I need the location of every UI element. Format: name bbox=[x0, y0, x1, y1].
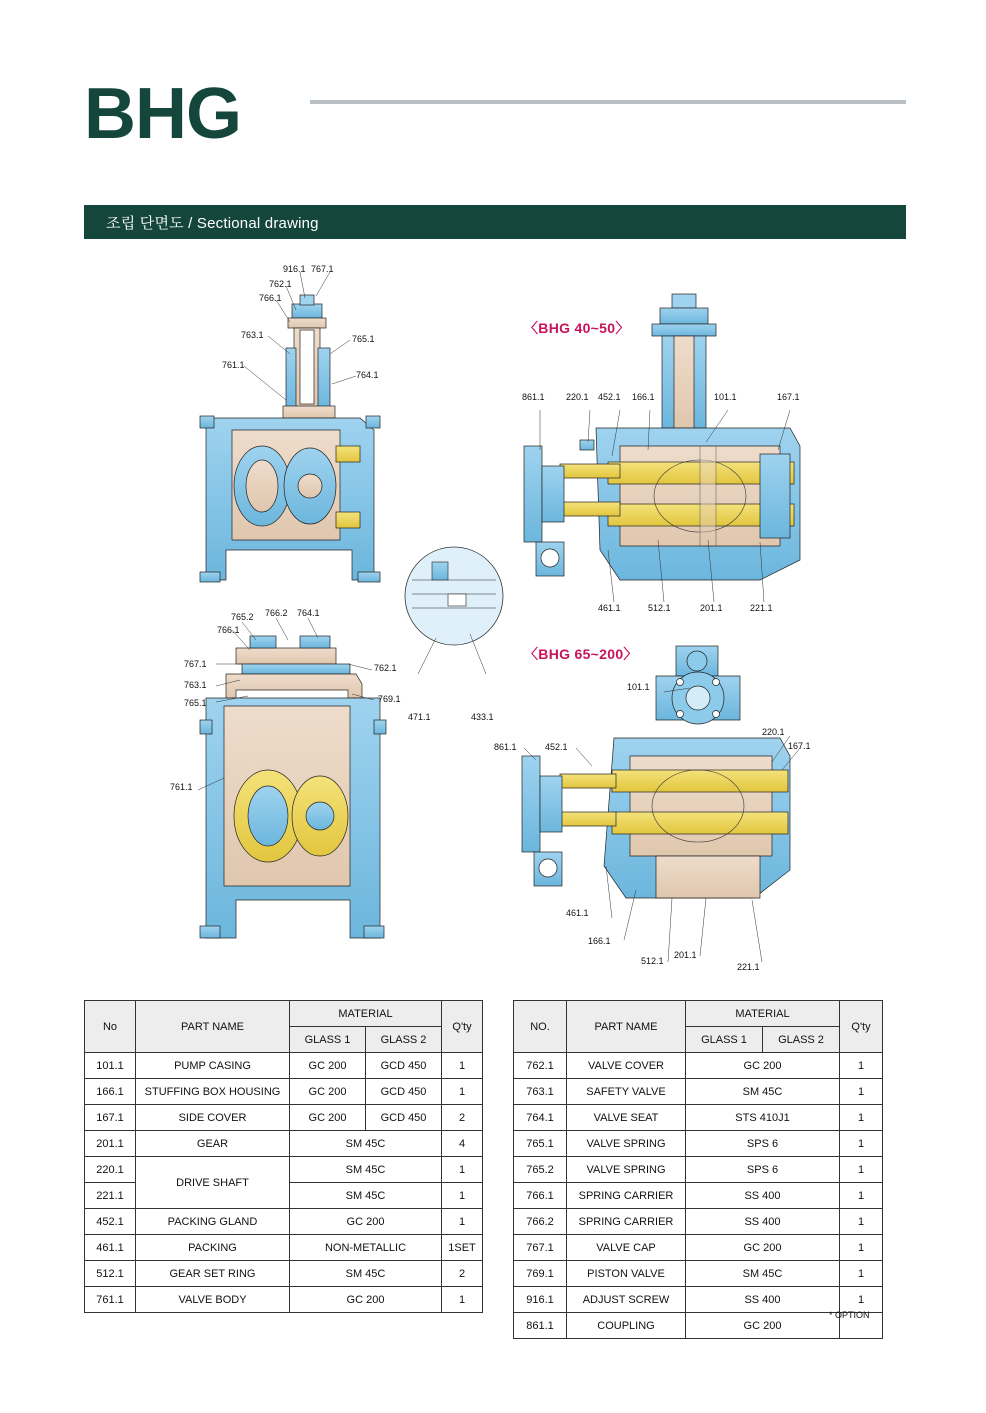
cell-material: SM 45C bbox=[290, 1183, 442, 1209]
cell-part-name: DRIVE SHAFT bbox=[136, 1157, 290, 1209]
section-header-bar bbox=[84, 205, 906, 239]
table-row bbox=[514, 1287, 883, 1313]
cell-qty: 1 bbox=[840, 1079, 883, 1105]
table-row bbox=[514, 1235, 883, 1261]
cell-glass1: GC 200 bbox=[290, 1079, 366, 1105]
cell-part-name: VALVE SPRING bbox=[567, 1157, 686, 1183]
callout-861-1-bottom: 861.1 bbox=[494, 742, 517, 752]
callout-220-1-bottom: 220.1 bbox=[762, 727, 785, 737]
callout-766-2: 766.2 bbox=[265, 608, 288, 618]
cell-no: 766.2 bbox=[514, 1209, 567, 1235]
cell-material: GC 200 bbox=[686, 1053, 840, 1079]
cell-qty: 4 bbox=[442, 1131, 483, 1157]
th-glass2-left: GLASS 2 bbox=[366, 1027, 442, 1053]
table-row bbox=[85, 1105, 483, 1131]
th-part-name-right: PART NAME bbox=[567, 1001, 686, 1053]
cell-part-name: PACKING bbox=[136, 1235, 290, 1261]
cell-part-name: PACKING GLAND bbox=[136, 1209, 290, 1235]
th-glass2-right: GLASS 2 bbox=[763, 1027, 840, 1053]
callout-452-1-bottom: 452.1 bbox=[545, 742, 568, 752]
table-row bbox=[85, 1053, 483, 1079]
cell-part-name: SPRING CARRIER bbox=[567, 1209, 686, 1235]
callout-765-1: 765.1 bbox=[352, 334, 375, 344]
cell-part-name: VALVE SEAT bbox=[567, 1105, 686, 1131]
callout-761-1-bottom: 761.1 bbox=[170, 782, 193, 792]
table-row bbox=[514, 1157, 883, 1183]
cell-glass2: GCD 450 bbox=[366, 1079, 442, 1105]
cell-material: NON-METALLIC bbox=[290, 1235, 442, 1261]
cell-no: 452.1 bbox=[85, 1209, 136, 1235]
caption-bhg-65-200: 〈BHG 65~200〉 bbox=[524, 646, 638, 662]
cell-no: 763.1 bbox=[514, 1079, 567, 1105]
table-row bbox=[85, 1287, 483, 1313]
caption-bhg-40-50: 〈BHG 40~50〉 bbox=[524, 320, 630, 336]
cell-no: 767.1 bbox=[514, 1235, 567, 1261]
cell-material: STS 410J1 bbox=[686, 1105, 840, 1131]
cell-glass2: GCD 450 bbox=[366, 1105, 442, 1131]
cell-part-name: PISTON VALVE bbox=[567, 1261, 686, 1287]
callout-167-1-bottom: 167.1 bbox=[788, 741, 811, 751]
table-row bbox=[85, 1261, 483, 1287]
cell-no: 861.1 bbox=[514, 1313, 567, 1339]
cell-no: 512.1 bbox=[85, 1261, 136, 1287]
callout-512-1-top: 512.1 bbox=[648, 603, 671, 613]
cell-material: GC 200 bbox=[290, 1209, 442, 1235]
cell-no: 766.1 bbox=[514, 1183, 567, 1209]
table-row bbox=[85, 1131, 483, 1157]
cell-part-name: PUMP CASING bbox=[136, 1053, 290, 1079]
callout-101-1-top: 101.1 bbox=[714, 392, 737, 402]
th-material-right: MATERIAL bbox=[686, 1001, 840, 1027]
callout-765-2: 765.2 bbox=[231, 612, 254, 622]
callout-764-1: 764.1 bbox=[356, 370, 379, 380]
cell-material: SPS 6 bbox=[686, 1157, 840, 1183]
cell-material: SM 45C bbox=[290, 1261, 442, 1287]
cell-glass2: GCD 450 bbox=[366, 1053, 442, 1079]
cell-material: GC 200 bbox=[686, 1313, 840, 1339]
callout-461-1-bottom: 461.1 bbox=[566, 908, 589, 918]
callout-433-1: 433.1 bbox=[471, 712, 494, 722]
cell-qty: 1 bbox=[840, 1261, 883, 1287]
cell-no: 769.1 bbox=[514, 1261, 567, 1287]
callout-765-1-bottom: 765.1 bbox=[184, 698, 207, 708]
cell-qty: 1 bbox=[840, 1183, 883, 1209]
callout-762-1: 762.1 bbox=[269, 279, 292, 289]
cell-qty: 1 bbox=[442, 1079, 483, 1105]
sectional-drawing-graphics bbox=[0, 250, 986, 980]
cell-part-name: SIDE COVER bbox=[136, 1105, 290, 1131]
cell-part-name: STUFFING BOX HOUSING bbox=[136, 1079, 290, 1105]
sectional-drawing-area bbox=[0, 250, 986, 980]
callout-221-1-bottom: 221.1 bbox=[737, 962, 760, 972]
cell-qty: 1 bbox=[840, 1157, 883, 1183]
cell-qty: 2 bbox=[442, 1105, 483, 1131]
cell-glass1: GC 200 bbox=[290, 1053, 366, 1079]
callout-763-1: 763.1 bbox=[241, 330, 264, 340]
th-qty-right: Q'ty bbox=[840, 1001, 883, 1053]
cell-no: 101.1 bbox=[85, 1053, 136, 1079]
cell-qty: 1 bbox=[442, 1183, 483, 1209]
cell-qty: 1 bbox=[840, 1131, 883, 1157]
cell-material: SS 400 bbox=[686, 1209, 840, 1235]
th-qty-left: Q'ty bbox=[442, 1001, 483, 1053]
callout-166-1-top: 166.1 bbox=[632, 392, 655, 402]
cell-qty: 1 bbox=[442, 1053, 483, 1079]
callout-221-1-top: 221.1 bbox=[750, 603, 773, 613]
callout-167-1-top: 167.1 bbox=[777, 392, 800, 402]
option-note: * OPTION bbox=[829, 1310, 870, 1320]
cell-qty: 1 bbox=[442, 1157, 483, 1183]
cell-qty: 1 bbox=[840, 1105, 883, 1131]
callout-201-1-bottom: 201.1 bbox=[674, 950, 697, 960]
cell-part-name: ADJUST SCREW bbox=[567, 1287, 686, 1313]
table-row bbox=[85, 1157, 483, 1183]
cell-qty: 1SET bbox=[442, 1235, 483, 1261]
parts-table-left bbox=[84, 1000, 483, 1313]
cell-no: 761.1 bbox=[85, 1287, 136, 1313]
callout-220-1-top: 220.1 bbox=[566, 392, 589, 402]
cell-no: 167.1 bbox=[85, 1105, 136, 1131]
th-glass1-left: GLASS 1 bbox=[290, 1027, 366, 1053]
callout-166-1-bottom: 166.1 bbox=[588, 936, 611, 946]
title-divider bbox=[310, 100, 906, 104]
callout-861-1-top: 861.1 bbox=[522, 392, 545, 402]
cell-qty: 2 bbox=[442, 1261, 483, 1287]
cell-no: 765.1 bbox=[514, 1131, 567, 1157]
parts-table-right bbox=[513, 1000, 883, 1339]
callout-769-1: 769.1 bbox=[378, 694, 401, 704]
callout-461-1-top: 461.1 bbox=[598, 603, 621, 613]
callout-764-1-bottom: 764.1 bbox=[297, 608, 320, 618]
table-row bbox=[514, 1313, 883, 1339]
table-row bbox=[514, 1053, 883, 1079]
cell-part-name: SAFETY VALVE bbox=[567, 1079, 686, 1105]
cell-qty: 1 bbox=[442, 1209, 483, 1235]
cell-qty: 1 bbox=[840, 1209, 883, 1235]
table-row bbox=[514, 1079, 883, 1105]
th-material-left: MATERIAL bbox=[290, 1001, 442, 1027]
cell-no: 166.1 bbox=[85, 1079, 136, 1105]
table-row bbox=[514, 1105, 883, 1131]
callout-452-1-top: 452.1 bbox=[598, 392, 621, 402]
cell-material: SM 45C bbox=[686, 1261, 840, 1287]
cell-no: 764.1 bbox=[514, 1105, 567, 1131]
cell-part-name: VALVE SPRING bbox=[567, 1131, 686, 1157]
cell-qty: 1 bbox=[840, 1053, 883, 1079]
cell-material: SM 45C bbox=[290, 1157, 442, 1183]
cell-no: 916.1 bbox=[514, 1287, 567, 1313]
callout-916-1: 916.1 bbox=[283, 264, 306, 274]
page-title: BHG bbox=[84, 74, 241, 154]
table-row bbox=[85, 1235, 483, 1261]
callout-767-1: 767.1 bbox=[311, 264, 334, 274]
cell-material: GC 200 bbox=[290, 1287, 442, 1313]
th-part-name-left: PART NAME bbox=[136, 1001, 290, 1053]
cell-material: GC 200 bbox=[686, 1235, 840, 1261]
callout-761-1-top: 761.1 bbox=[222, 360, 245, 370]
callout-101-1-bottom: 101.1 bbox=[627, 682, 650, 692]
cell-no: 220.1 bbox=[85, 1157, 136, 1183]
cell-material: SS 400 bbox=[686, 1183, 840, 1209]
callout-201-1-top: 201.1 bbox=[700, 603, 723, 613]
cell-qty: 1 bbox=[840, 1235, 883, 1261]
cell-no: 461.1 bbox=[85, 1235, 136, 1261]
cell-part-name: GEAR bbox=[136, 1131, 290, 1157]
section-header-label: 조립 단면도 / Sectional drawing bbox=[106, 215, 319, 232]
table-row bbox=[514, 1209, 883, 1235]
callout-766-1: 766.1 bbox=[259, 293, 282, 303]
cell-part-name: COUPLING bbox=[567, 1313, 686, 1339]
th-no-left: No bbox=[85, 1001, 136, 1053]
callout-763-1-bottom: 763.1 bbox=[184, 680, 207, 690]
table-row bbox=[85, 1079, 483, 1105]
callout-512-1-bottom: 512.1 bbox=[641, 956, 664, 966]
cell-part-name: VALVE CAP bbox=[567, 1235, 686, 1261]
table-row bbox=[514, 1183, 883, 1209]
cell-part-name: VALVE COVER bbox=[567, 1053, 686, 1079]
cell-material: SM 45C bbox=[290, 1131, 442, 1157]
callout-767-1-bottom: 767.1 bbox=[184, 659, 207, 669]
callout-762-1-bottom: 762.1 bbox=[374, 663, 397, 673]
cell-no: 765.2 bbox=[514, 1157, 567, 1183]
cell-part-name: VALVE BODY bbox=[136, 1287, 290, 1313]
callout-471-1: 471.1 bbox=[408, 712, 431, 722]
table-row bbox=[85, 1209, 483, 1235]
th-glass1-right: GLASS 1 bbox=[686, 1027, 763, 1053]
cell-no: 221.1 bbox=[85, 1183, 136, 1209]
cell-glass1: GC 200 bbox=[290, 1105, 366, 1131]
cell-material: SS 400 bbox=[686, 1287, 840, 1313]
callout-766-1-bottom: 766.1 bbox=[217, 625, 240, 635]
cell-material: SPS 6 bbox=[686, 1131, 840, 1157]
cell-no: 762.1 bbox=[514, 1053, 567, 1079]
cell-material: SM 45C bbox=[686, 1079, 840, 1105]
cell-part-name: GEAR SET RING bbox=[136, 1261, 290, 1287]
table-row bbox=[514, 1131, 883, 1157]
th-no-right: NO. bbox=[514, 1001, 567, 1053]
cell-part-name: SPRING CARRIER bbox=[567, 1183, 686, 1209]
cell-no: 201.1 bbox=[85, 1131, 136, 1157]
cell-qty: 1 bbox=[442, 1287, 483, 1313]
table-row bbox=[514, 1261, 883, 1287]
cell-qty: 1 bbox=[840, 1287, 883, 1313]
